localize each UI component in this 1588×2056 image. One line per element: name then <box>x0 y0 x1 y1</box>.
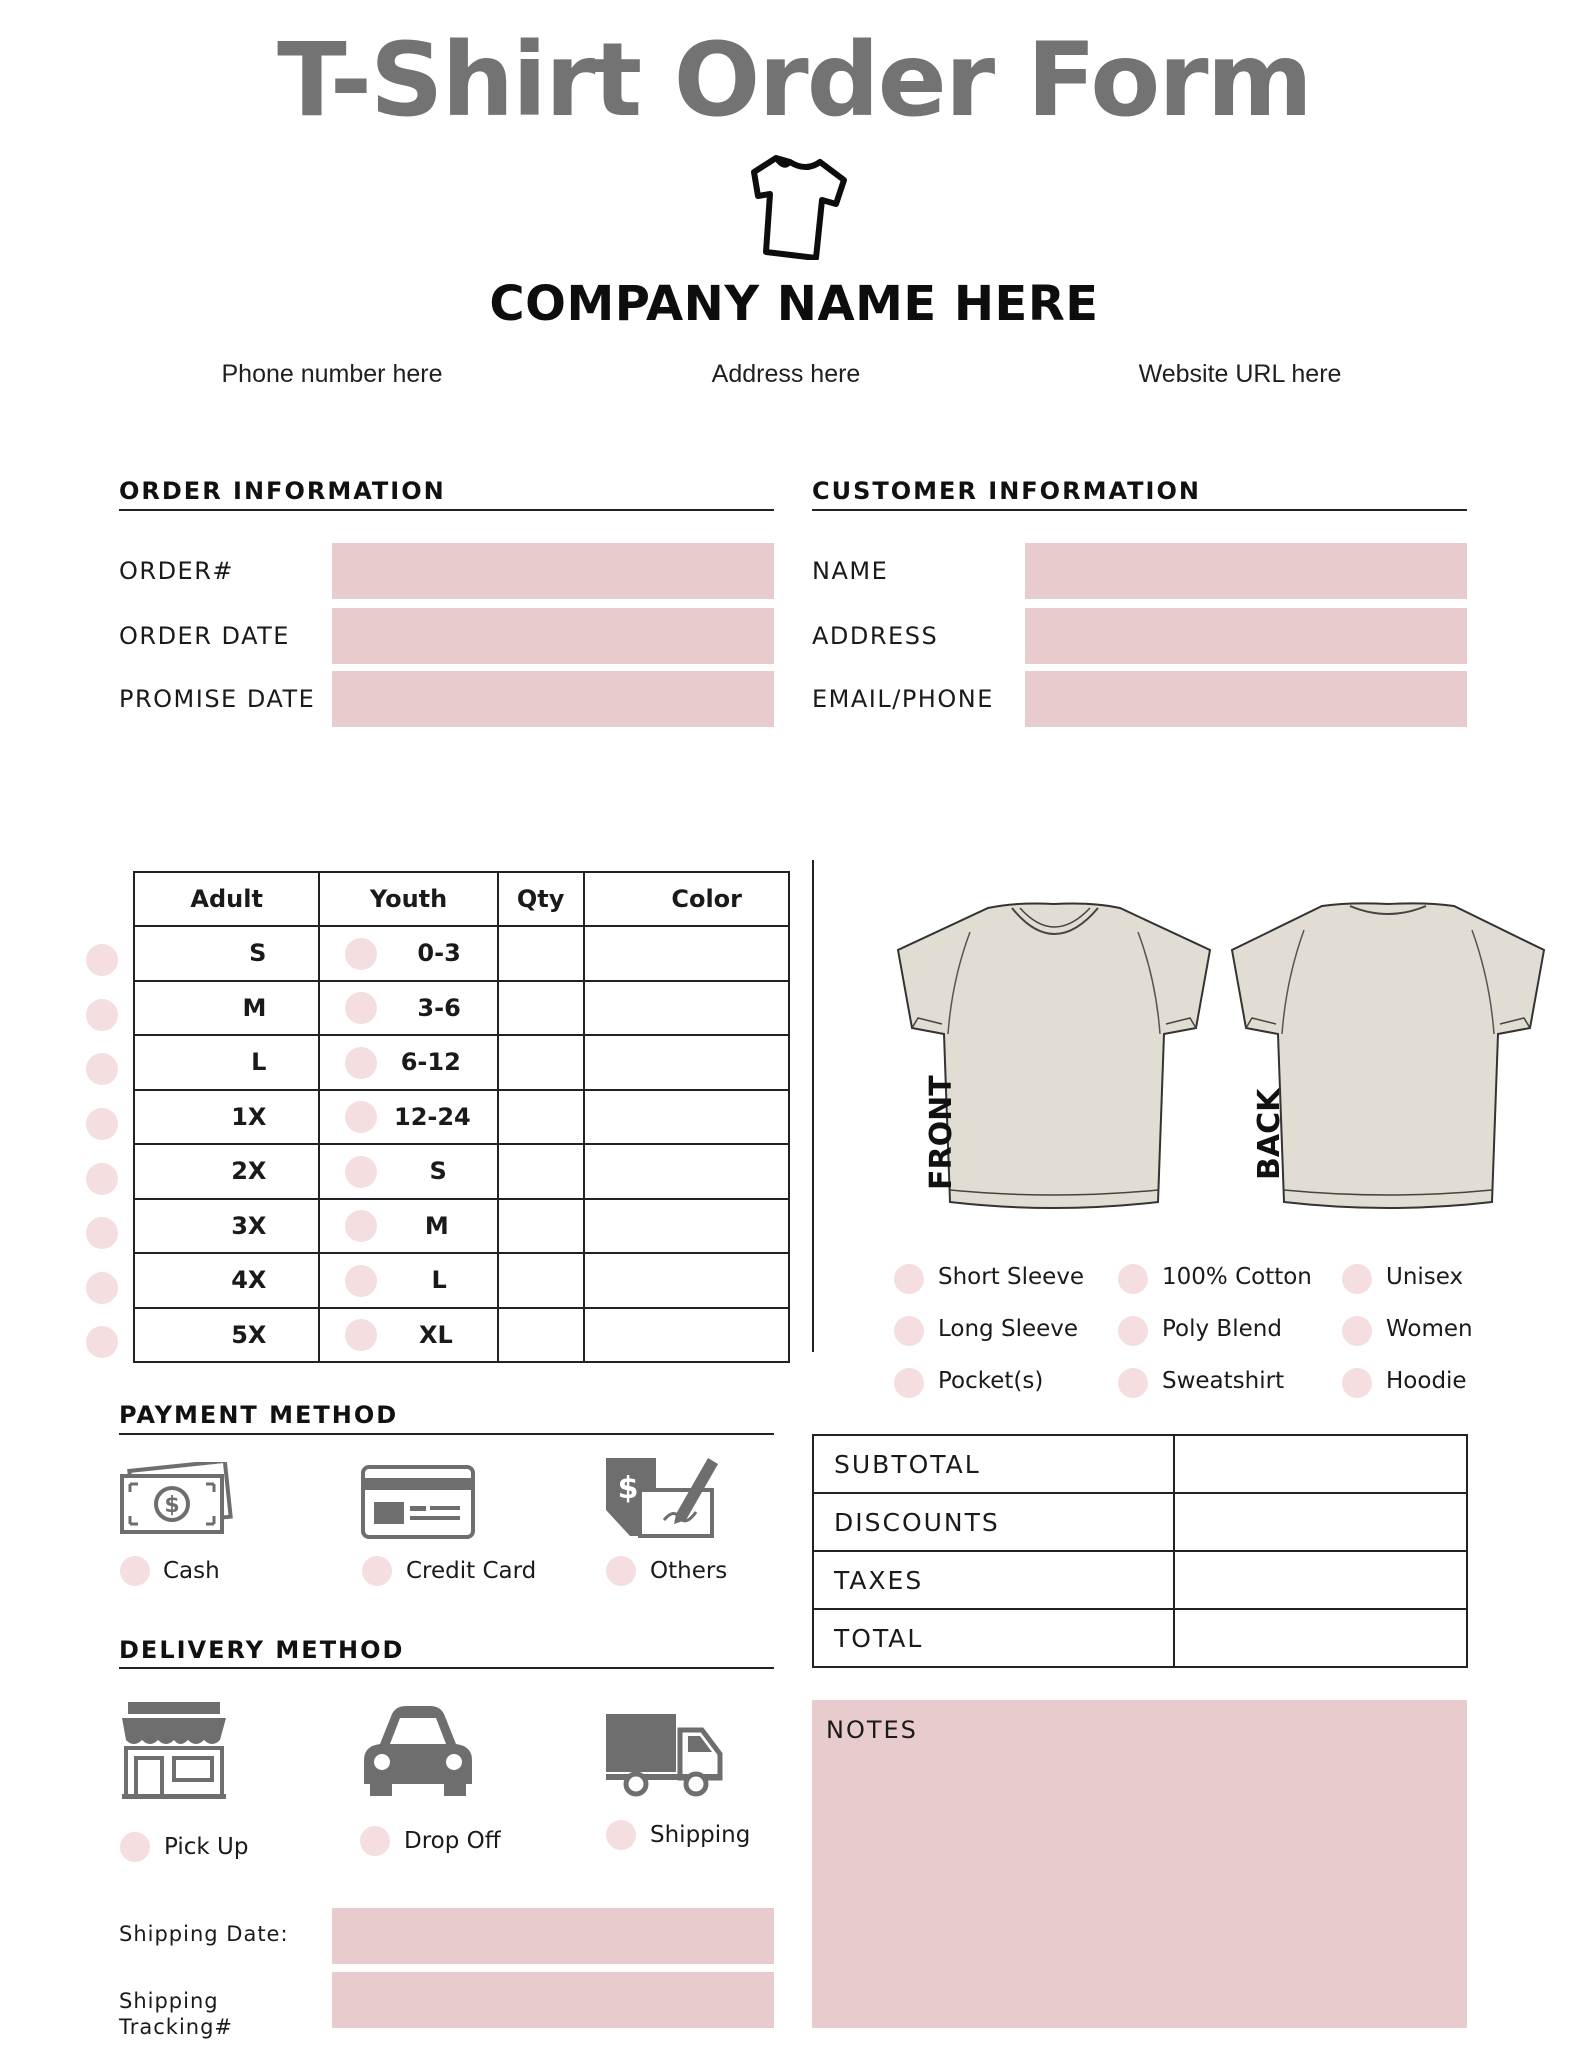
table-row <box>134 1035 789 1090</box>
color-cell[interactable] <box>584 1090 789 1145</box>
shipping-tracking-field[interactable] <box>332 1972 774 2028</box>
discounts-value[interactable] <box>1174 1493 1467 1551</box>
website-text: Website URL here <box>1138 360 1342 388</box>
total-label: TOTAL <box>813 1609 1174 1667</box>
truck-icon <box>604 1712 724 1798</box>
address-text: Address here <box>711 360 861 388</box>
taxes-value[interactable] <box>1174 1551 1467 1609</box>
discounts-label: DISCOUNTS <box>813 1493 1174 1551</box>
others-label: Others <box>650 1558 728 1584</box>
pick-up-label: Pick Up <box>164 1834 249 1860</box>
adult-size-cell: 2X <box>134 1144 319 1199</box>
adult-size-cell: S <box>134 926 319 981</box>
email-phone-label: EMAIL/PHONE <box>812 685 994 713</box>
table-row <box>813 1435 1467 1493</box>
email-phone-field[interactable] <box>1025 671 1467 727</box>
poly-blend-radio[interactable] <box>1118 1316 1148 1346</box>
shipping-date-field[interactable] <box>332 1908 774 1964</box>
adult-size-cell: 3X <box>134 1199 319 1254</box>
youth-size-cell: L <box>319 1253 497 1308</box>
company-name: COMPANY NAME HERE <box>489 276 1099 332</box>
short-sleeve-label: Short Sleeve <box>938 1264 1085 1290</box>
order-date-label: ORDER DATE <box>119 622 290 650</box>
pocket-label: Pocket(s) <box>938 1368 1044 1394</box>
adult-header: Adult <box>134 872 319 926</box>
color-cell[interactable] <box>584 926 789 981</box>
color-cell[interactable] <box>584 1308 789 1363</box>
store-icon <box>120 1700 228 1800</box>
check-icon <box>604 1450 720 1542</box>
adult-l-radio[interactable] <box>86 1053 118 1085</box>
credit-card-icon <box>360 1464 476 1540</box>
shipping-radio[interactable] <box>606 1820 636 1850</box>
cash-radio[interactable] <box>120 1556 150 1586</box>
notes-label: NOTES <box>826 1716 918 1744</box>
order-number-label: ORDER# <box>119 557 234 585</box>
order-date-field[interactable] <box>332 608 774 664</box>
youth-size-cell: 3-6 <box>319 981 497 1036</box>
youth-l-radio[interactable] <box>345 1265 377 1297</box>
color-header: Color <box>584 872 789 926</box>
youth-m-radio[interactable] <box>345 1210 377 1242</box>
drop-off-radio[interactable] <box>360 1826 390 1856</box>
women-radio[interactable] <box>1342 1316 1372 1346</box>
table-row <box>134 1144 789 1199</box>
drop-off-label: Drop Off <box>404 1828 501 1854</box>
short-sleeve-radio[interactable] <box>894 1264 924 1294</box>
qty-cell[interactable] <box>498 981 584 1036</box>
color-cell[interactable] <box>584 1253 789 1308</box>
unisex-label: Unisex <box>1386 1264 1464 1290</box>
qty-header: Qty <box>498 872 584 926</box>
table-row <box>813 1493 1467 1551</box>
table-row <box>813 1609 1467 1667</box>
adult-5x-radio[interactable] <box>86 1326 118 1358</box>
delivery-method-title: DELIVERY METHOD <box>119 1636 405 1664</box>
youth-size-cell: 12-24 <box>319 1090 497 1145</box>
subtotal-label: SUBTOTAL <box>813 1435 1174 1493</box>
hoodie-radio[interactable] <box>1342 1368 1372 1398</box>
adult-size-cell: 4X <box>134 1253 319 1308</box>
adult-size-cell: 1X <box>134 1090 319 1145</box>
qty-cell[interactable] <box>498 926 584 981</box>
color-cell[interactable] <box>584 1035 789 1090</box>
unisex-radio[interactable] <box>1342 1264 1372 1294</box>
address-field[interactable] <box>1025 608 1467 664</box>
poly-blend-label: Poly Blend <box>1162 1316 1282 1342</box>
youth-12-24-radio[interactable] <box>345 1101 377 1133</box>
cotton-radio[interactable] <box>1118 1264 1148 1294</box>
hoodie-label: Hoodie <box>1386 1368 1467 1394</box>
order-info-rule <box>119 509 774 511</box>
notes-field[interactable] <box>812 1700 1467 2028</box>
youth-size-cell: S <box>319 1144 497 1199</box>
address-label: ADDRESS <box>812 622 939 650</box>
youth-6-12-radio[interactable] <box>345 1047 377 1079</box>
size-table <box>133 871 790 1363</box>
totals-table <box>812 1434 1468 1668</box>
credit-card-radio[interactable] <box>362 1556 392 1586</box>
youth-size-cell: M <box>319 1199 497 1254</box>
table-row <box>134 1090 789 1145</box>
qty-cell[interactable] <box>498 1199 584 1254</box>
promise-date-field[interactable] <box>332 671 774 727</box>
adult-size-cell: M <box>134 981 319 1036</box>
youth-xl-radio[interactable] <box>345 1319 377 1351</box>
youth-s-radio[interactable] <box>345 1156 377 1188</box>
qty-cell[interactable] <box>498 1035 584 1090</box>
svg-text:$: $ <box>617 1471 639 1506</box>
page-title: T-Shirt Order Form <box>277 21 1311 140</box>
qty-cell[interactable] <box>498 1144 584 1199</box>
cash-icon <box>118 1462 234 1538</box>
cash-label: Cash <box>163 1558 220 1584</box>
svg-text:$: $ <box>164 1493 180 1518</box>
name-label: NAME <box>812 557 889 585</box>
subtotal-value[interactable] <box>1174 1435 1467 1493</box>
table-row <box>134 981 789 1036</box>
back-label: BACK <box>1252 1088 1287 1180</box>
qty-cell[interactable] <box>498 1308 584 1363</box>
table-row <box>134 926 789 981</box>
taxes-label: TAXES <box>813 1551 1174 1609</box>
table-row <box>134 1253 789 1308</box>
customer-info-title: CUSTOMER INFORMATION <box>812 477 1201 505</box>
table-row <box>134 1308 789 1363</box>
youth-0-3-radio[interactable] <box>345 938 377 970</box>
adult-s-radio[interactable] <box>86 944 118 976</box>
qty-cell[interactable] <box>498 1253 584 1308</box>
adult-2x-radio[interactable] <box>86 1163 118 1195</box>
payment-method-title: PAYMENT METHOD <box>119 1401 399 1429</box>
youth-3-6-radio[interactable] <box>345 992 377 1024</box>
long-sleeve-radio[interactable] <box>894 1316 924 1346</box>
color-cell[interactable] <box>584 1199 789 1254</box>
vertical-divider <box>812 860 814 1352</box>
total-value[interactable] <box>1174 1609 1467 1667</box>
adult-1x-radio[interactable] <box>86 1108 118 1140</box>
youth-size-cell: 0-3 <box>319 926 497 981</box>
payment-rule <box>119 1433 774 1435</box>
cotton-label: 100% Cotton <box>1162 1264 1312 1290</box>
front-label: FRONT <box>924 1075 959 1190</box>
color-cell[interactable] <box>584 1144 789 1199</box>
customer-info-rule <box>812 509 1467 511</box>
youth-header: Youth <box>319 872 497 926</box>
adult-m-radio[interactable] <box>86 999 118 1031</box>
others-radio[interactable] <box>606 1556 636 1586</box>
car-icon <box>360 1704 476 1798</box>
color-cell[interactable] <box>584 981 789 1036</box>
order-number-field[interactable] <box>332 543 774 599</box>
sweatshirt-label: Sweatshirt <box>1162 1368 1285 1394</box>
adult-size-cell: 5X <box>134 1308 319 1363</box>
order-info-title: ORDER INFORMATION <box>119 477 446 505</box>
shipping-label: Shipping <box>650 1822 751 1848</box>
shipping-tracking-label: Shipping Tracking# <box>119 1989 234 2039</box>
adult-size-cell: L <box>134 1035 319 1090</box>
pocket-radio[interactable] <box>894 1368 924 1398</box>
name-field[interactable] <box>1025 543 1467 599</box>
youth-size-cell: 6-12 <box>319 1035 497 1090</box>
promise-date-label: PROMISE DATE <box>119 685 316 713</box>
qty-cell[interactable] <box>498 1090 584 1145</box>
youth-size-cell: XL <box>319 1308 497 1363</box>
pick-up-radio[interactable] <box>120 1832 150 1862</box>
table-row <box>134 1199 789 1254</box>
adult-4x-radio[interactable] <box>86 1272 118 1304</box>
women-label: Women <box>1386 1316 1473 1342</box>
phone-text: Phone number here <box>221 360 443 388</box>
long-sleeve-label: Long Sleeve <box>938 1316 1079 1342</box>
credit-card-label: Credit Card <box>406 1558 537 1584</box>
shipping-date-label: Shipping Date: <box>119 1922 289 1946</box>
tshirt-icon <box>746 152 850 260</box>
adult-3x-radio[interactable] <box>86 1217 118 1249</box>
table-row <box>813 1551 1467 1609</box>
sweatshirt-radio[interactable] <box>1118 1368 1148 1398</box>
delivery-rule <box>119 1667 774 1669</box>
